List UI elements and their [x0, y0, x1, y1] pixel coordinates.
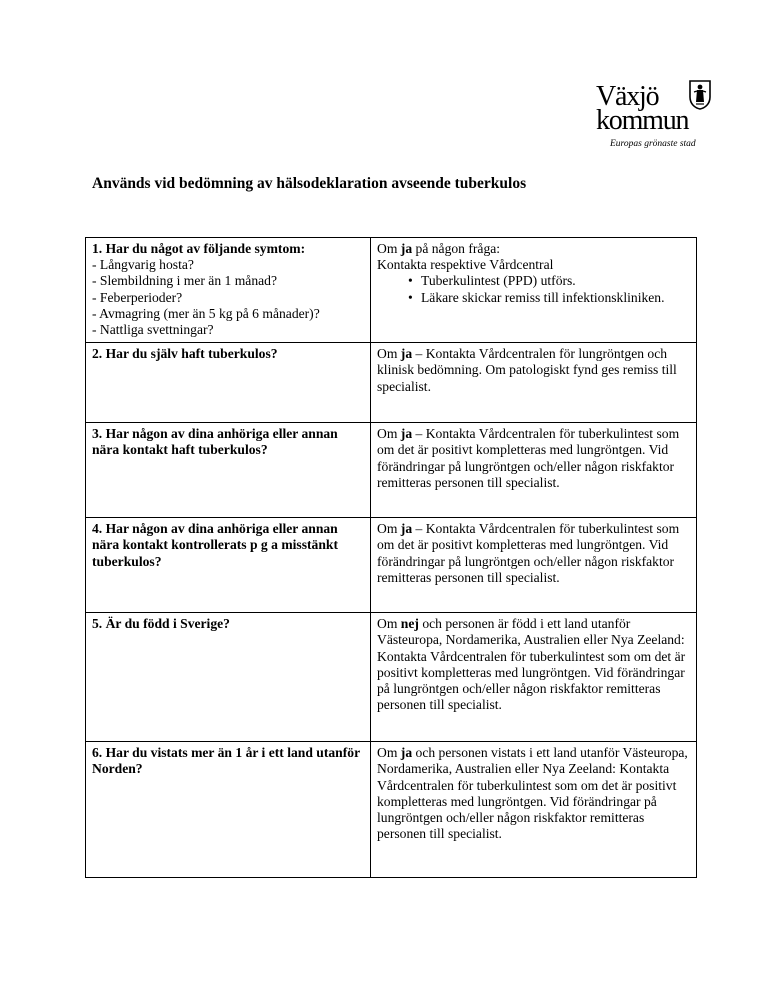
symptom-item: - Feberperioder? [92, 289, 183, 305]
question-text: 5. Är du född i Sverige? [92, 616, 230, 632]
answer-cell [371, 613, 697, 742]
answer-cell [371, 423, 697, 518]
list-item: • Läkare skickar remiss till infektionskliniken. [408, 290, 691, 306]
question-cell [86, 518, 371, 613]
logo-tagline: Europas grönaste stad [610, 139, 696, 149]
list-item: • Tuberkulintest (PPD) utförs. [408, 273, 691, 289]
question-text: 6. Har du vistats mer än 1 år i ett land utanför Norden? [92, 745, 360, 777]
answer-line: Kontakta respektive Vårdcentral [377, 257, 554, 273]
symptom-item: - Långvarig hosta? [92, 257, 194, 273]
answer-keyword: ja [400, 346, 413, 362]
answer-keyword: nej [400, 616, 419, 632]
answer-keyword: ja [400, 426, 413, 442]
answer-keyword: ja [400, 521, 413, 537]
answer-cell [371, 238, 697, 343]
answer-body: och personen är född i ett land utanför Västeuropa, Nordamerika, Australien eller Nya Zeeland: Kontakta Vårdcentralen för tuberkulintest som om det är positivt kompletteras med lungröntgen. Vid förändringar på lungröntgen och/eller någon riskfaktor remitteras personen till specialist. [377, 616, 686, 713]
question-text: 3. Har någon av dina anhöriga eller annan nära kontakt haft tuberkulos? [92, 426, 338, 458]
answer-prefix: Om [377, 241, 401, 256]
answer-prefix: Om [377, 346, 401, 362]
answer-prefix: Om [377, 745, 401, 761]
table-row [86, 238, 697, 343]
question-cell [86, 613, 371, 742]
table-row [86, 343, 697, 423]
question-cell [86, 742, 371, 878]
table-row [86, 518, 697, 613]
answer-keyword: ja [400, 745, 413, 761]
symptom-item: - Slembildning i mer än 1 månad? [92, 273, 277, 289]
question-cell [86, 423, 371, 518]
answer-body: – Kontakta Vårdcentralen för lungröntgen och klinisk bedömning. Om patologiskt fynd ges remiss till specialist. [377, 346, 677, 394]
symptom-item: - Avmagring (mer än 5 kg på 6 månader)? [92, 305, 320, 321]
question-cell [86, 343, 371, 423]
question-text: 2. Har du själv haft tuberkulos? [92, 346, 278, 362]
answer-keyword: ja [400, 241, 413, 256]
table-row [86, 742, 697, 878]
answer-cell [371, 343, 697, 423]
action-list [377, 273, 691, 305]
logo-line-1: Växjö [596, 81, 659, 112]
answer-body: – Kontakta Vårdcentralen för tuberkulintest som om det är positivt kompletteras med lungröntgen. Vid förändringar på lungröntgen och/eller någon riskfaktor remitteras personen till specialist. [377, 426, 680, 490]
answer-cell [371, 742, 697, 878]
answer-prefix: Om [377, 521, 401, 537]
answer-body: och personen vistats i ett land utanför Västeuropa, Nordamerika, Australien eller Nya Zeeland: Kontakta Vårdcentralen för tuberkulintest som om det är positivt kompletteras med lungröntgen. Vid förändringar på lungröntgen och/eller någon riskfaktor remitteras personen till specialist. [377, 745, 688, 842]
question-cell [86, 238, 371, 343]
answer-prefix: Om [377, 616, 401, 632]
answer-body: på någon fråga: [412, 241, 501, 256]
answer-cell [371, 518, 697, 613]
table-row [86, 613, 697, 742]
assessment-table [85, 237, 697, 878]
symptom-item: - Nattliga svettningar? [92, 322, 214, 338]
answer-prefix: Om [377, 426, 401, 442]
page-title: Används vid bedömning av hälsodeklaration avseende tuberkulos [92, 175, 527, 192]
logo-line-2: kommun [596, 105, 689, 136]
vaxjo-kommun-logo [596, 80, 721, 152]
answer-body: – Kontakta Vårdcentralen för tuberkulintest som om det är positivt kompletteras med lungröntgen. Vid förändringar på lungröntgen och/eller någon riskfaktor remitteras personen till specialist. [377, 521, 680, 585]
answer-text [377, 241, 691, 257]
question-text: 4. Har någon av dina anhöriga eller annan nära kontakt kontrollerats p g a misstänkt tuberkulos? [92, 521, 338, 569]
crest-icon [688, 80, 712, 110]
question-text: 1. Har du något av följande symtom: [92, 241, 306, 256]
table-row [86, 423, 697, 518]
